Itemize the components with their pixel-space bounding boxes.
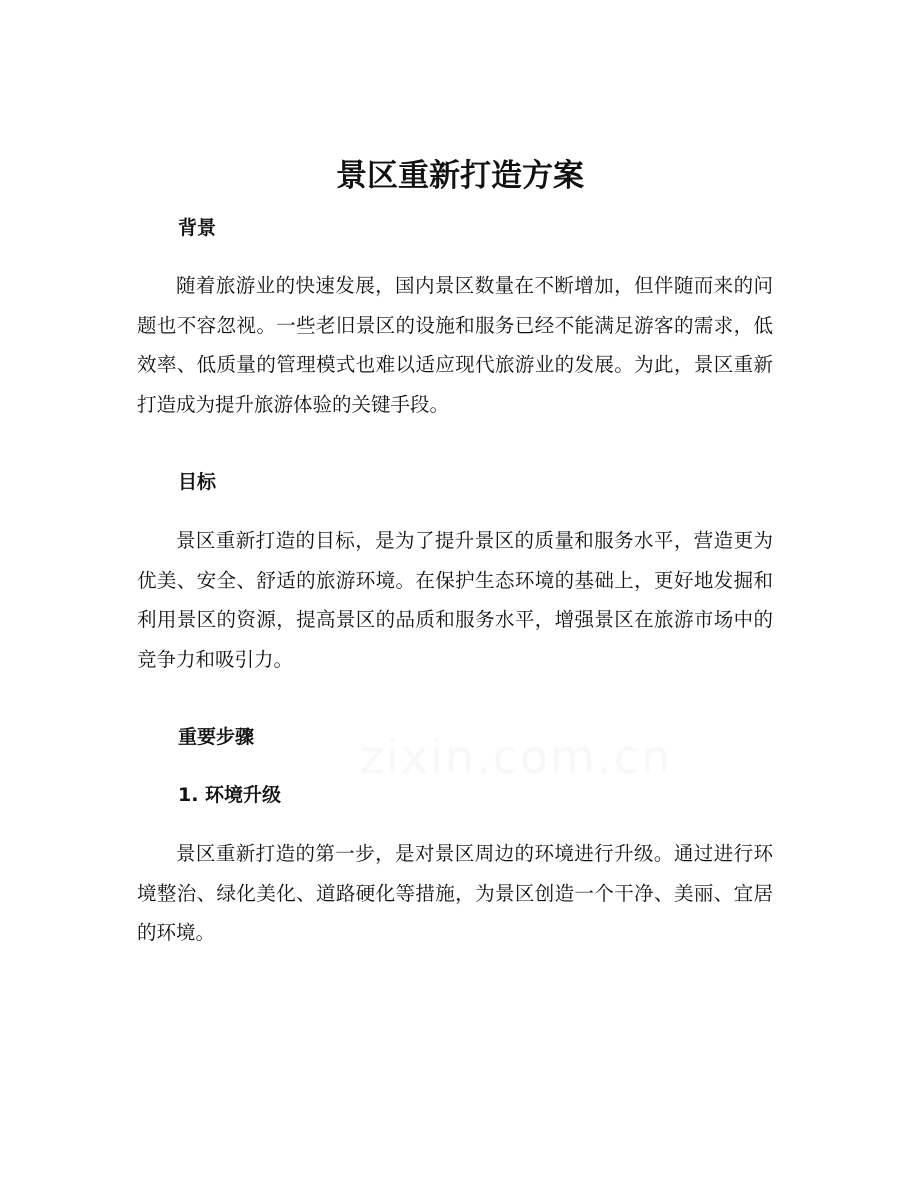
document-title: 景区重新打造方案 xyxy=(336,158,584,194)
section-heading-key-steps: 重要步骤 xyxy=(178,726,255,748)
section-paragraph-background: 随着旅游业的快速发展，国内景区数量在不断增加，但伴随而来的问题也不容忽视。一些老旧景区的设施和服务已经不能满足游客的需求，低效率、低质量的管理模式也难以适应现代旅游业的发展。为此，景区重新打造成为提升旅游体验的关键手段。 xyxy=(137,274,773,416)
watermark-text: zixin.com.cn xyxy=(360,730,673,784)
section-heading-goal: 目标 xyxy=(178,471,217,493)
section-heading-environment-upgrade: 1. 环境升级 xyxy=(178,784,282,806)
section-paragraph-environment-upgrade: 景区重新打造的第一步，是对景区周边的环境进行升级。通过进行环境整治、绿化美化、道路硬化等措施，为景区创造一个干净、美丽、宜居的环境。 xyxy=(137,842,773,944)
section-heading-background: 背景 xyxy=(178,217,217,239)
section-paragraph-goal: 景区重新打造的目标，是为了提升景区的质量和服务水平，营造更为优美、安全、舒适的旅游环境。在保护生态环境的基础上，更好地发掘和利用景区的资源，提高景区的品质和服务水平，增强景区在旅游市场中的竞争力和吸引力。 xyxy=(137,529,773,671)
